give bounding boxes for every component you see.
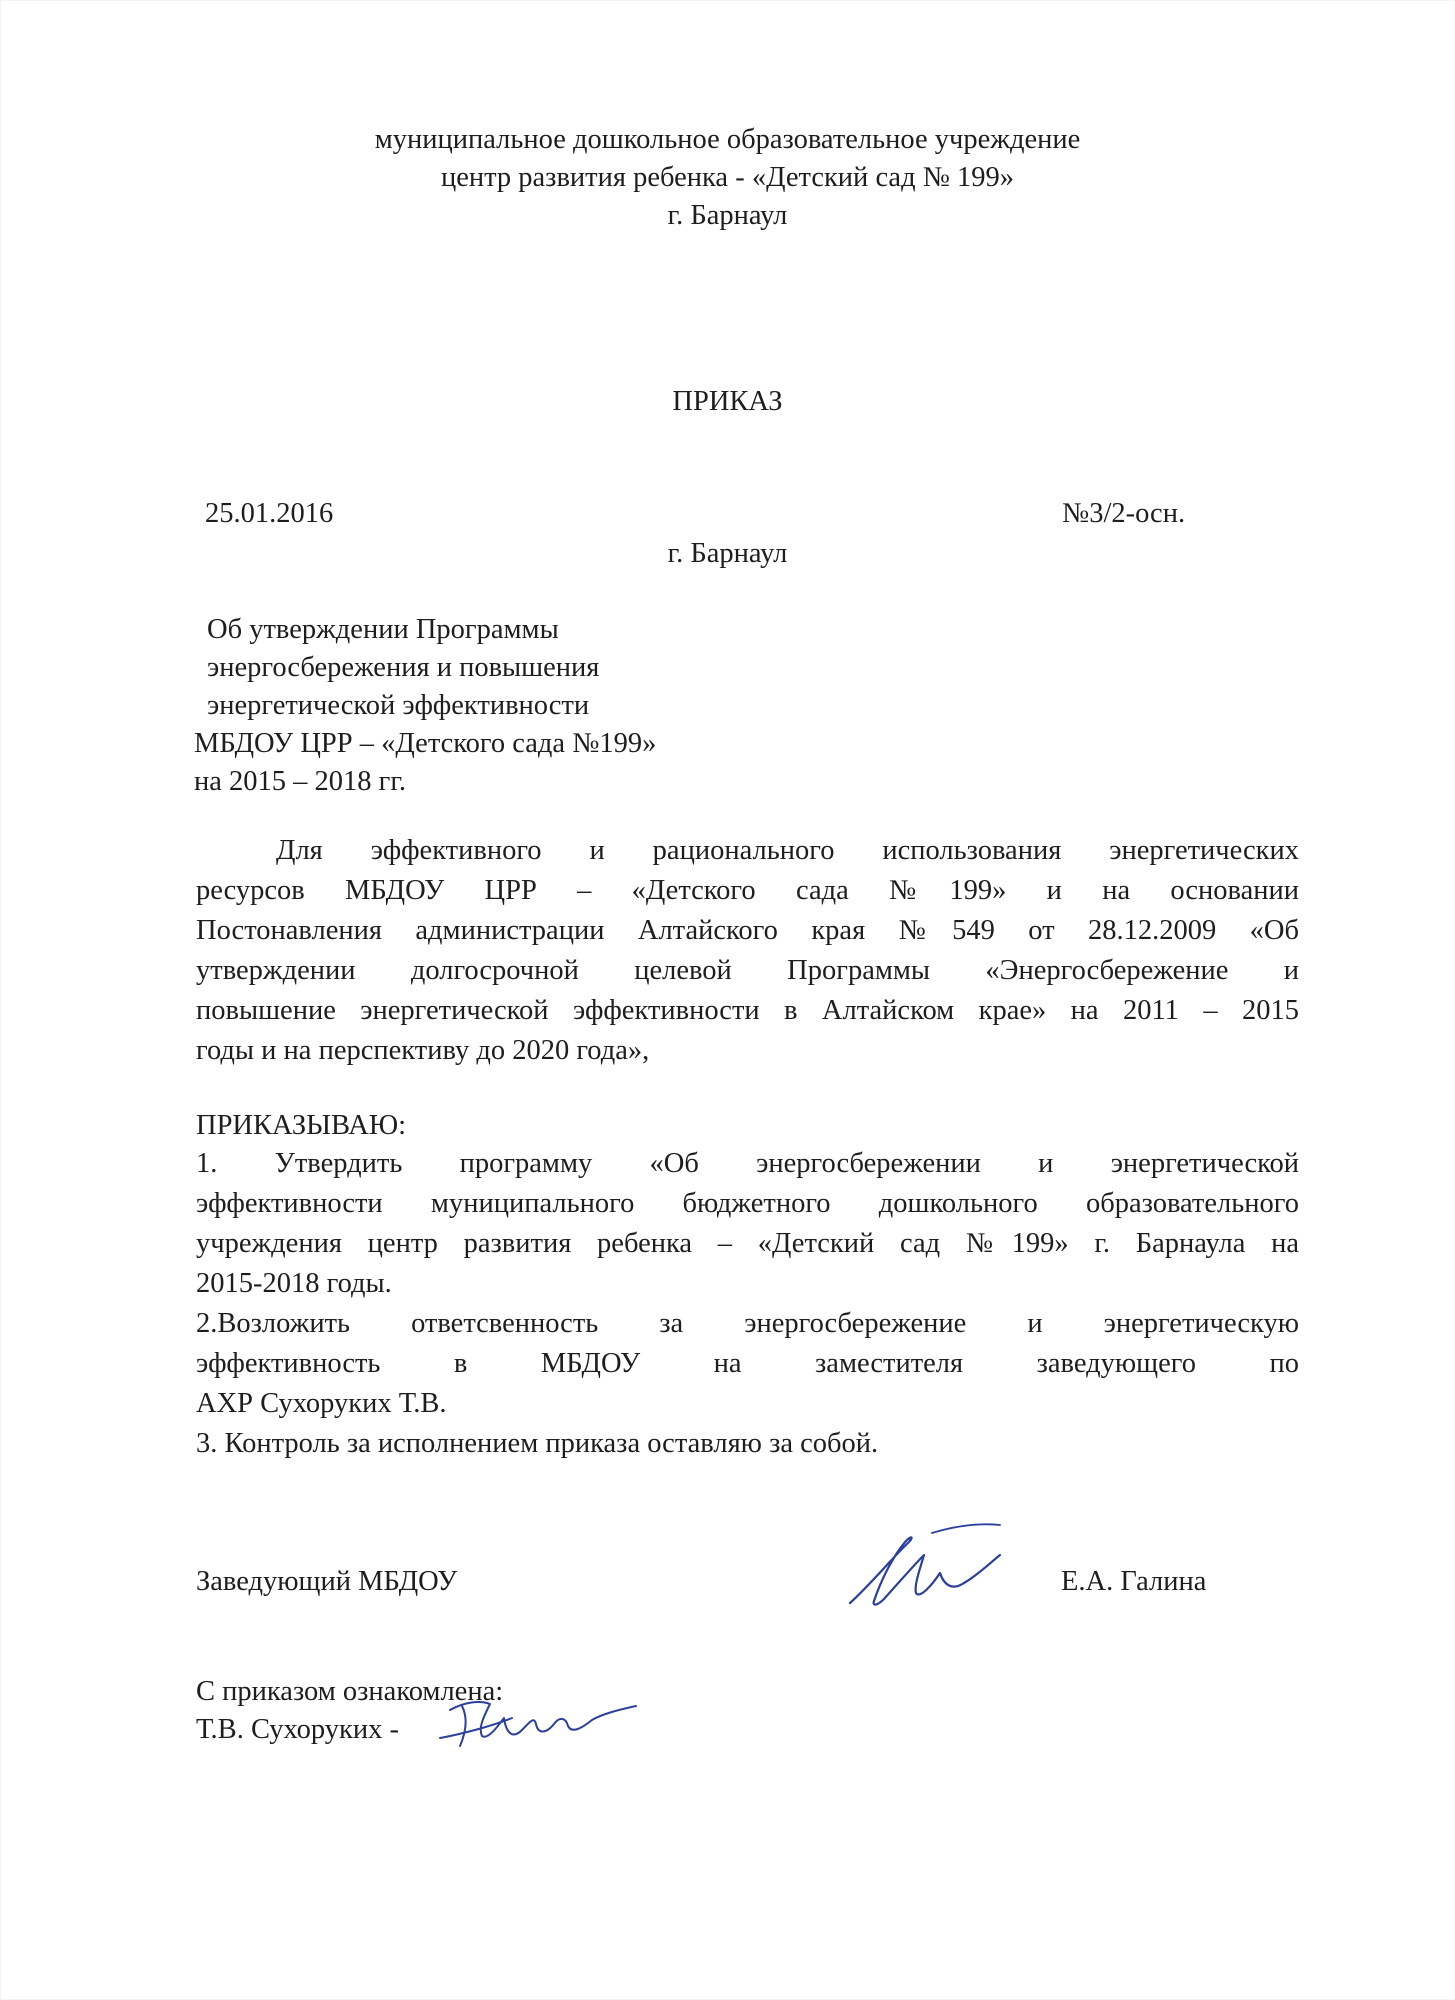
order-item-line: 2.Возложить ответсвенность за энергосбережение и энергетическую [196,1308,1299,1339]
subject-line: энергетической эффективности [207,690,590,721]
order-item-line: 2015-2018 годы. [196,1268,392,1299]
order-item-line: АХР Сухоруких Т.В. [196,1388,447,1419]
signatory-name: Е.А. Галина [1061,1566,1207,1597]
order-item-line: 3. Контроль за исполнением приказа оставляю за собой. [196,1428,879,1459]
header-city: г. Барнаул [667,200,788,231]
subject-line: на 2015 – 2018 гг. [194,766,406,797]
preamble-line: ресурсов МБДОУ ЦРР – «Детского сада №199» и на основании [196,875,1299,906]
preamble-line: годы и на перспективу до 2020 года», [196,1035,650,1066]
doc-date: 25.01.2016 [205,498,334,529]
preamble-line: Постонавления администрации Алтайского края №549 от 28.12.2009 «Об [196,915,1299,946]
header-institution-name: центр развития ребенка - «Детский сад № 199» [440,162,1015,193]
subject-line: энергосбережения и повышения [207,652,600,683]
subject-line: МБДОУ ЦРР – «Детского сада №199» [194,728,657,759]
signatory-position: Заведующий МБДОУ [196,1566,458,1597]
preamble-line: Для эффективного и рационального использования энергетических [276,835,1299,866]
acknowledgement-label: С приказом ознакомлена: [196,1676,504,1707]
doc-number: №3/2-осн. [1062,498,1186,529]
preamble-line: утверждении долгосрочной целевой Программы «Энергосбережение и [196,955,1299,986]
order-item-line: учреждения центр развития ребенка – «Детский сад №199» г. Барнаула на [196,1228,1299,1259]
acknowledgement-name: Т.В. Сухоруких - [196,1714,399,1745]
order-item-line: эффективности муниципального бюджетного дошкольного образовательного [196,1188,1299,1219]
doc-title: ПРИКАЗ [672,386,783,417]
header-institution: муниципальное дошкольное образовательное учреждение [374,124,1081,155]
order-item-line: 1. Утвердить программу «Об энергосбережении и энергетической [196,1148,1299,1179]
order-word: ПРИКАЗЫВАЮ: [196,1110,407,1141]
preamble-line: повышение энергетической эффективности в Алтайском крае» на 2011 – 2015 [196,995,1299,1026]
doc-place: г. Барнаул [667,538,788,569]
order-item-line: эффективность в МБДОУ на заместителя заведующего по [196,1348,1299,1379]
subject-line: Об утверждении Программы [207,614,559,645]
acknowledgement-signature-image [432,1688,642,1758]
director-signature-image [840,1515,1010,1615]
